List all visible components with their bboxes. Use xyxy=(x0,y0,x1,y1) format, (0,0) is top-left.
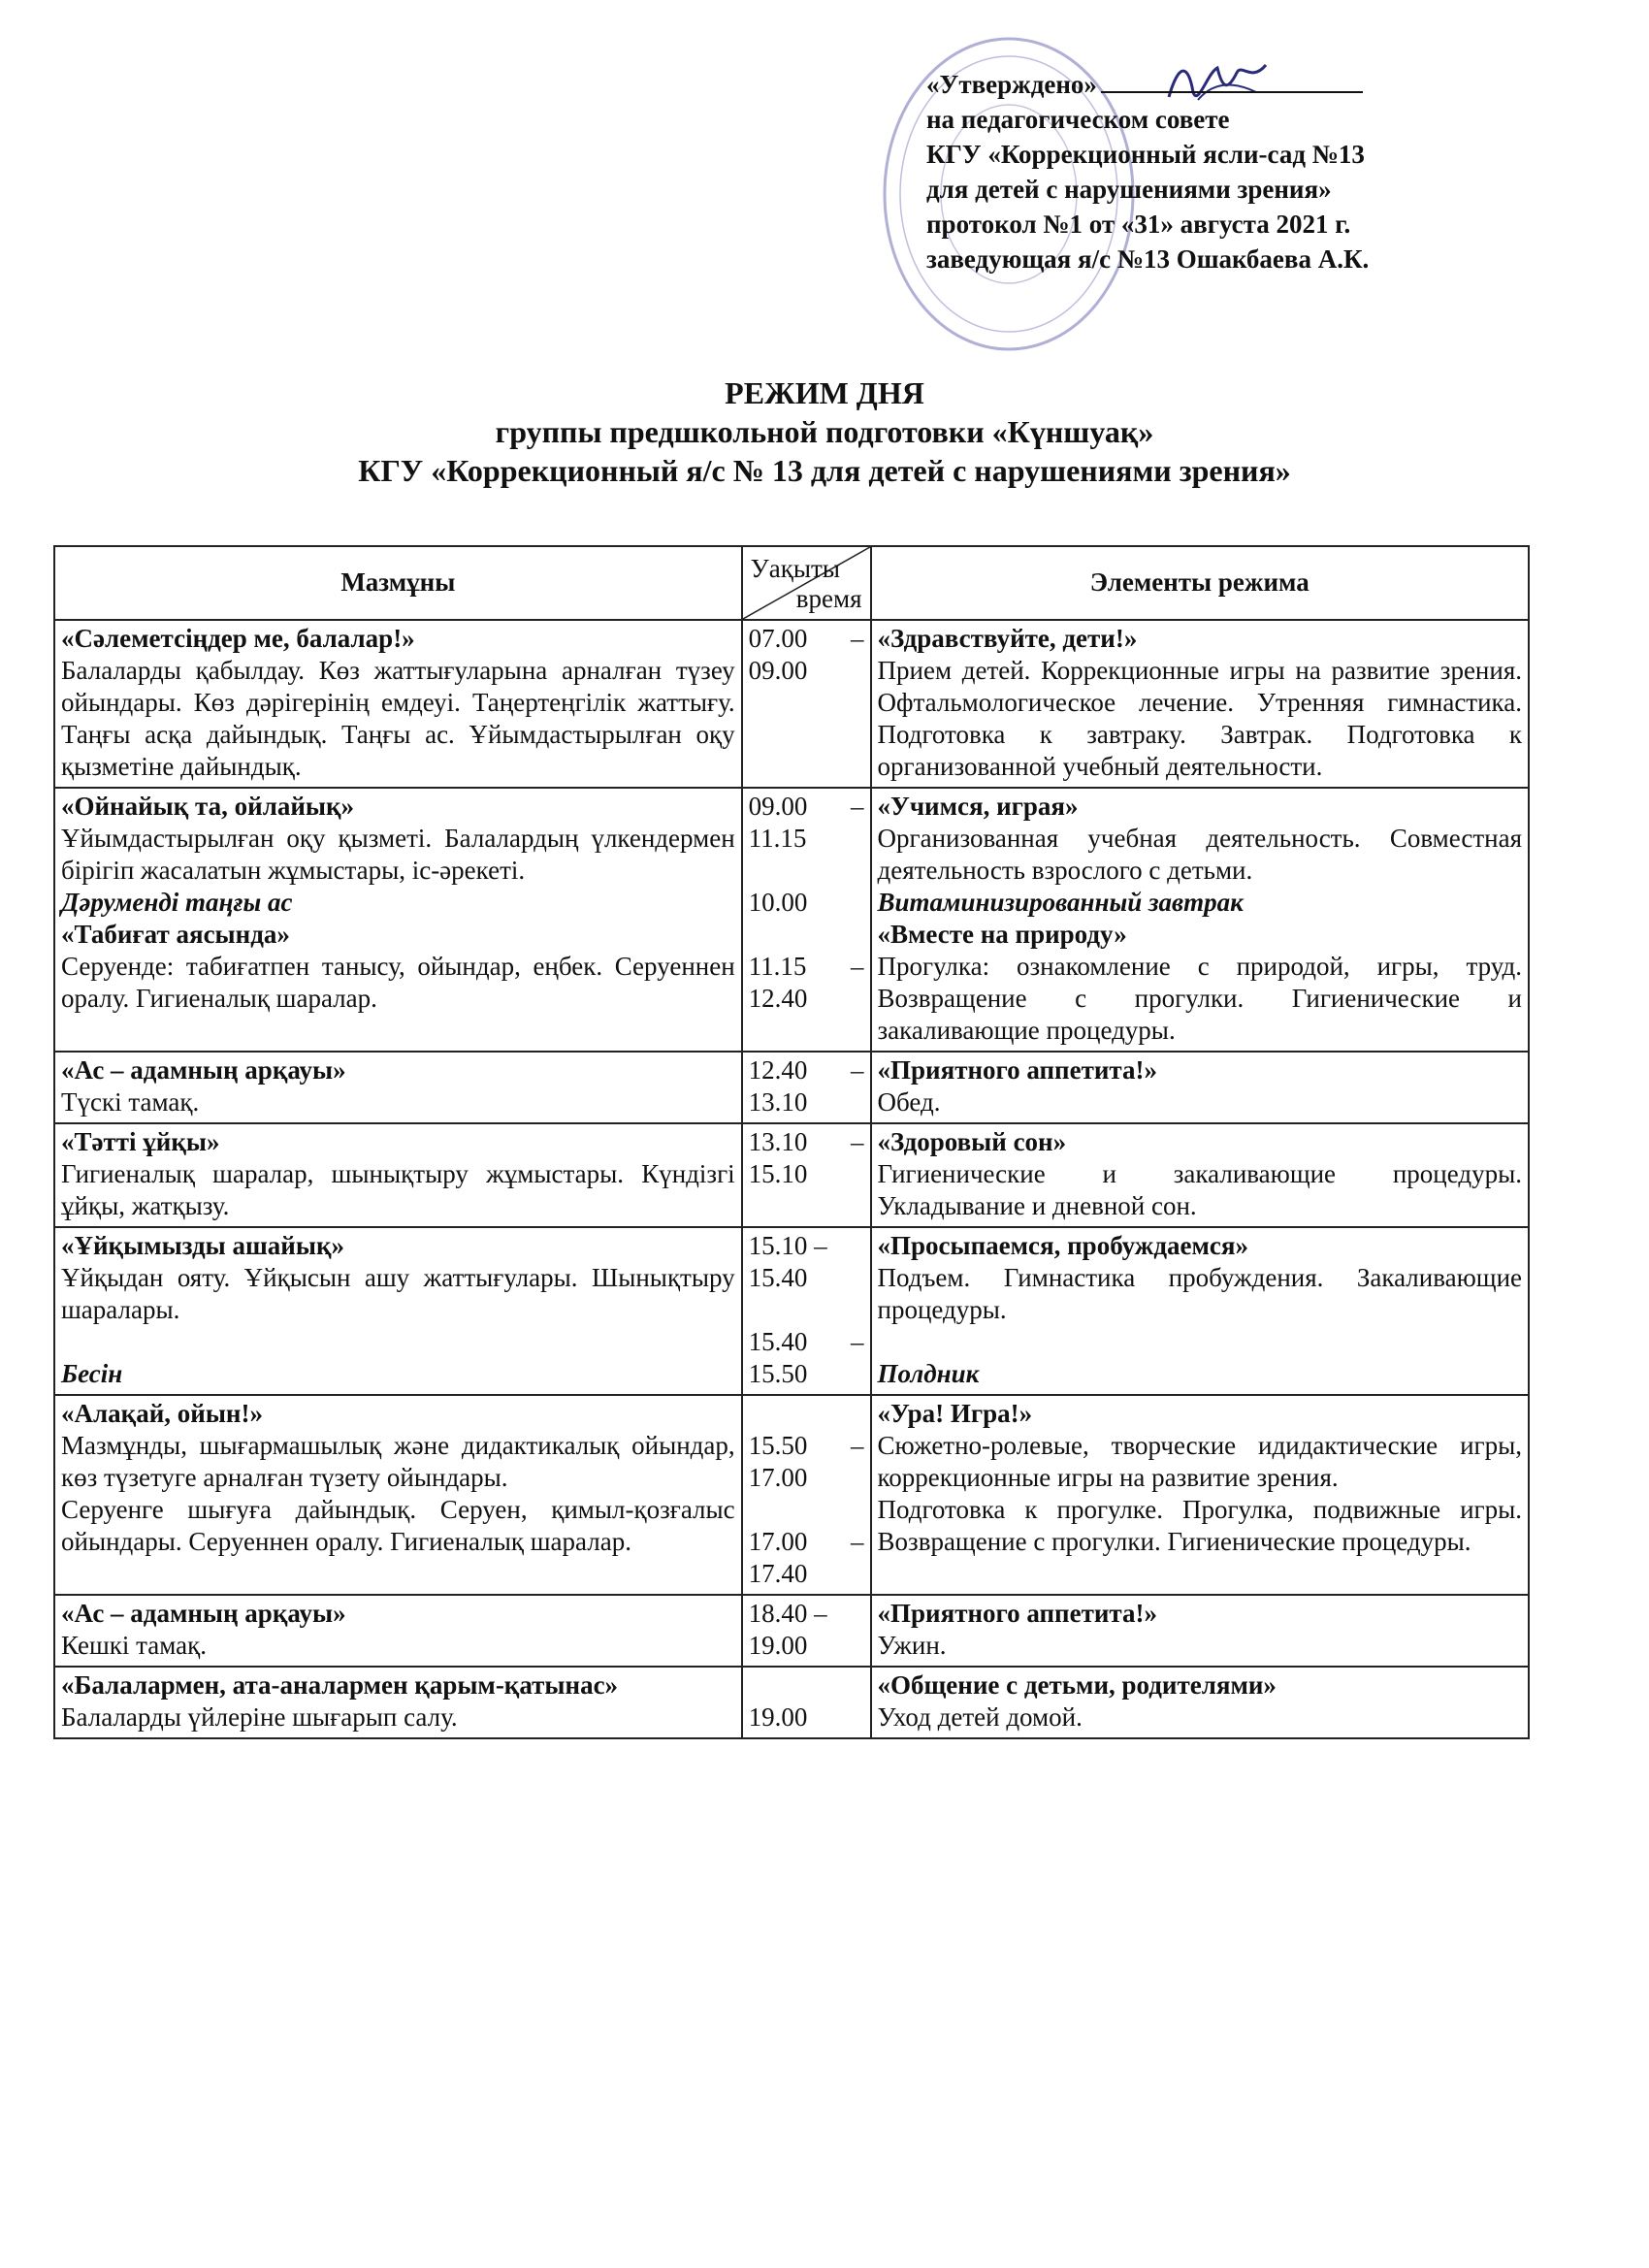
row-kz-cell xyxy=(54,788,742,1052)
ru-text: Прогулка: ознакомление с природой, игры, труд. Возвращение с прогулки. Гигиенические и закаливающие процедуры. xyxy=(877,952,1522,1045)
title-line-3: КГУ «Коррекционный я/с № 13 для детей с нарушениями зрения» xyxy=(358,453,1291,488)
header-content: Мазмұны xyxy=(54,546,742,620)
table-row xyxy=(54,1052,1529,1123)
time-value: 09.00 xyxy=(748,792,808,821)
ru-subtitle: Витаминизированный завтрак xyxy=(877,888,1244,917)
ru-title: «Учимся, играя» xyxy=(877,792,1079,821)
kz-text: Мазмұнды, шығармашылық және дидактикалық ойындар, көз түзетуге арналған түзету ойындары. xyxy=(61,1431,735,1492)
ru-text: Обед. xyxy=(877,1087,941,1117)
ru-text: Прием детей. Коррекционные игры на развитие зрения. Офтальмологическое лечение. Утренняя гимнастика. Подготовка к завтраку. Завтрак. Подготовка к организованной учебный деятельности. xyxy=(877,656,1522,781)
time-line xyxy=(749,1126,864,1158)
table-row xyxy=(54,788,1529,1052)
dash: – xyxy=(851,624,864,653)
kz-text: Гигиеналық шаралар, шынықтыру жұмыстары. Күндізгі ұйқы, жатқызу. xyxy=(61,1159,735,1220)
row-ru-cell xyxy=(871,1667,1529,1738)
row-time-cell xyxy=(742,1395,871,1595)
spacer xyxy=(749,919,864,951)
ru-text: Уход детей домой. xyxy=(877,1702,1083,1732)
schedule-table xyxy=(53,545,1530,1739)
row-ru-cell xyxy=(871,620,1529,788)
kz-text: Серуенге шығуға дайындық. Серуен, қимыл-қозғалыс ойындары. Серуеннен оралу. Гигиеналық шаралар. xyxy=(61,1495,735,1556)
kz-text: Түскі тамақ. xyxy=(61,1087,200,1117)
time-value: 19.00 xyxy=(748,1702,808,1732)
row-kz-cell xyxy=(54,1123,742,1227)
time-value: 12.40 xyxy=(748,1055,808,1085)
ru-text: Гигиенические и закаливающие процедуры. Укладывание и дневной сон. xyxy=(877,1159,1522,1220)
dash: – xyxy=(851,1527,864,1556)
time-value: 09.00 xyxy=(748,656,808,685)
title-line-2: группы предшкольной подготовки «Күншуақ» xyxy=(495,414,1154,449)
row-time-cell xyxy=(742,1667,871,1738)
time-value: 15.10 – xyxy=(748,1231,827,1260)
row-time-cell xyxy=(742,1227,871,1395)
kz-subtitle: Бесін xyxy=(61,1359,123,1388)
approval-line-4: для детей с нарушениями зрения» xyxy=(926,175,1332,204)
row-ru-cell xyxy=(871,1395,1529,1595)
row-ru-cell xyxy=(871,1595,1529,1667)
row-time-cell xyxy=(742,1595,871,1667)
title-line-1: РЕЖИМ ДНЯ xyxy=(725,375,924,410)
ru-text: Ужин. xyxy=(877,1631,947,1660)
time-line xyxy=(749,951,864,983)
ru-subtitle: Полдник xyxy=(877,1359,980,1388)
table-row xyxy=(54,1667,1529,1738)
spacer xyxy=(749,1294,864,1326)
document-title xyxy=(0,373,1649,490)
kz-text: Серуенде: табиғатпен танысу, ойындар, еңбек. Серуеннен оралу. Гигиеналық шаралар. xyxy=(61,952,735,1013)
kz-title: «Тәтті ұйқы» xyxy=(61,1127,220,1156)
approval-line-1 xyxy=(926,66,1547,102)
kz-text: Балаларды үйлеріне шығарып салу. xyxy=(61,1702,458,1732)
table-row xyxy=(54,1227,1529,1395)
time-value: 13.10 xyxy=(748,1127,808,1156)
time-line xyxy=(749,623,864,655)
time-value: 15.40 xyxy=(748,1327,808,1356)
ru-title: «Приятного аппетита!» xyxy=(877,1055,1157,1085)
time-value: 13.10 xyxy=(748,1087,808,1117)
approval-block xyxy=(926,66,1547,276)
row-time-cell xyxy=(742,1052,871,1123)
ru-text: Подготовка к прогулке. Прогулка, подвижные игры. Возвращение с прогулки. Гигиенические процедуры. xyxy=(877,1495,1522,1556)
spacer xyxy=(749,1398,864,1430)
ru-title: «Здравствуйте, дети!» xyxy=(877,624,1138,653)
row-kz-cell xyxy=(54,1052,742,1123)
row-ru-cell xyxy=(871,1052,1529,1123)
table-row xyxy=(54,1395,1529,1595)
dash: – xyxy=(851,1055,864,1085)
kz-title: «Ойнайық та, ойлайық» xyxy=(61,792,355,821)
spacer xyxy=(878,1326,1522,1358)
spacer xyxy=(749,1669,864,1701)
row-time-cell xyxy=(742,1123,871,1227)
dash: – xyxy=(851,1327,864,1356)
row-time-cell xyxy=(742,788,871,1052)
time-value: 15.50 xyxy=(748,1431,808,1460)
row-ru-cell xyxy=(871,1227,1529,1395)
row-ru-cell xyxy=(871,1123,1529,1227)
row-kz-cell xyxy=(54,1227,742,1395)
ru-title: «Ура! Игра!» xyxy=(877,1399,1033,1428)
approval-line-2: на педагогическом совете xyxy=(926,105,1230,134)
time-value: 15.50 xyxy=(748,1359,808,1388)
header-elements: Элементы режима xyxy=(871,546,1529,620)
dash: – xyxy=(851,1431,864,1460)
kz-title: «Балалармен, ата-аналармен қарым-қатынас» xyxy=(61,1670,619,1700)
time-value: 11.15 xyxy=(748,824,807,853)
row-ru-cell xyxy=(871,788,1529,1052)
spacer xyxy=(61,1326,735,1358)
ru-text: Организованная учебная деятельность. Совместная деятельность взрослого с детьми. xyxy=(877,824,1522,885)
header-time-kz: Уақыты xyxy=(750,554,840,583)
kz-text: Ұйқыдан ояту. Ұйқысын ашу жаттығулары. Шынықтыру шаралары. xyxy=(61,1263,735,1324)
row-kz-cell xyxy=(54,1595,742,1667)
dash: – xyxy=(851,1127,864,1156)
ru-title: «Вместе на природу» xyxy=(877,920,1127,949)
signature-line xyxy=(1101,66,1363,93)
time-value: 11.15 xyxy=(748,952,807,981)
time-value: 18.40 – xyxy=(748,1599,827,1628)
ru-text: Подъем. Гимнастика пробуждения. Закаливающие процедуры. xyxy=(877,1263,1522,1324)
table-row xyxy=(54,1123,1529,1227)
approved-label: «Утверждено» xyxy=(926,70,1097,99)
time-line xyxy=(749,1430,864,1462)
kz-text: Ұйымдастырылған оқу қызметі. Балалардың үлкендермен бірігіп жасалатын жұмыстары, іс-әрекеті. xyxy=(61,824,735,885)
spacer xyxy=(749,1494,864,1526)
table-row xyxy=(54,1595,1529,1667)
header-time xyxy=(742,546,871,620)
time-value: 12.40 xyxy=(748,984,808,1013)
table-row xyxy=(54,620,1529,788)
kz-title: «Сәлеметсіңдер ме, балалар!» xyxy=(61,624,415,653)
row-time-cell xyxy=(742,620,871,788)
kz-title: «Ас – адамның арқауы» xyxy=(61,1599,346,1628)
ru-text: Сюжетно-ролевые, творческие идидактические игры, коррекционные игры на развитие зрения. xyxy=(877,1431,1522,1492)
time-value: 15.40 xyxy=(748,1263,808,1292)
time-value: 19.00 xyxy=(748,1631,808,1660)
ru-title: «Приятного аппетита!» xyxy=(877,1599,1157,1628)
header-time-ru: время xyxy=(795,584,862,613)
spacer xyxy=(749,855,864,887)
time-line xyxy=(749,1326,864,1358)
ru-title: «Просыпаемся, пробуждаемся» xyxy=(877,1231,1249,1260)
row-kz-cell xyxy=(54,1667,742,1738)
ru-title: «Общение с детьми, родителями» xyxy=(877,1670,1277,1700)
kz-subtitle: Дәруменді таңғы ас xyxy=(61,888,293,917)
row-kz-cell xyxy=(54,620,742,788)
approval-line-6: заведующая я/с №13 Ошакбаева А.К. xyxy=(926,244,1370,274)
kz-title: «Ас – адамның арқауы» xyxy=(61,1055,346,1085)
kz-text: Балаларды қабылдау. Көз жаттығуларына арналған түзеу ойындары. Көз дәрігерінің емдеуі. Таңертеңгілік жаттығу. Таңғы асқа дайындық. Таңғы ас. Ұйымдастырылған оқу қызметіне дайындық. xyxy=(61,656,735,781)
time-value: 17.00 xyxy=(748,1527,808,1556)
dash: – xyxy=(851,952,864,981)
kz-title: «Алақай, ойын!» xyxy=(61,1399,263,1428)
time-value: 10.00 xyxy=(748,888,808,917)
time-value: 07.00 xyxy=(748,624,808,653)
time-line xyxy=(749,791,864,823)
dash: – xyxy=(851,792,864,821)
ru-title: «Здоровый сон» xyxy=(877,1127,1067,1156)
approval-line-5: протокол №1 от «31» августа 2021 г. xyxy=(926,210,1351,239)
time-line xyxy=(749,1054,864,1086)
kz-title: «Табиғат аясында» xyxy=(61,920,290,949)
time-line xyxy=(749,1526,864,1558)
kz-text: Кешкі тамақ. xyxy=(61,1631,207,1660)
time-value: 15.10 xyxy=(748,1159,808,1188)
time-value: 17.40 xyxy=(748,1559,808,1588)
table-header-row xyxy=(54,546,1529,620)
approval-line-3: КГУ «Коррекционный ясли-сад №13 xyxy=(926,140,1365,169)
time-value: 17.00 xyxy=(748,1463,808,1492)
kz-title: «Ұйқымызды ашайық» xyxy=(61,1231,345,1260)
row-kz-cell xyxy=(54,1395,742,1595)
